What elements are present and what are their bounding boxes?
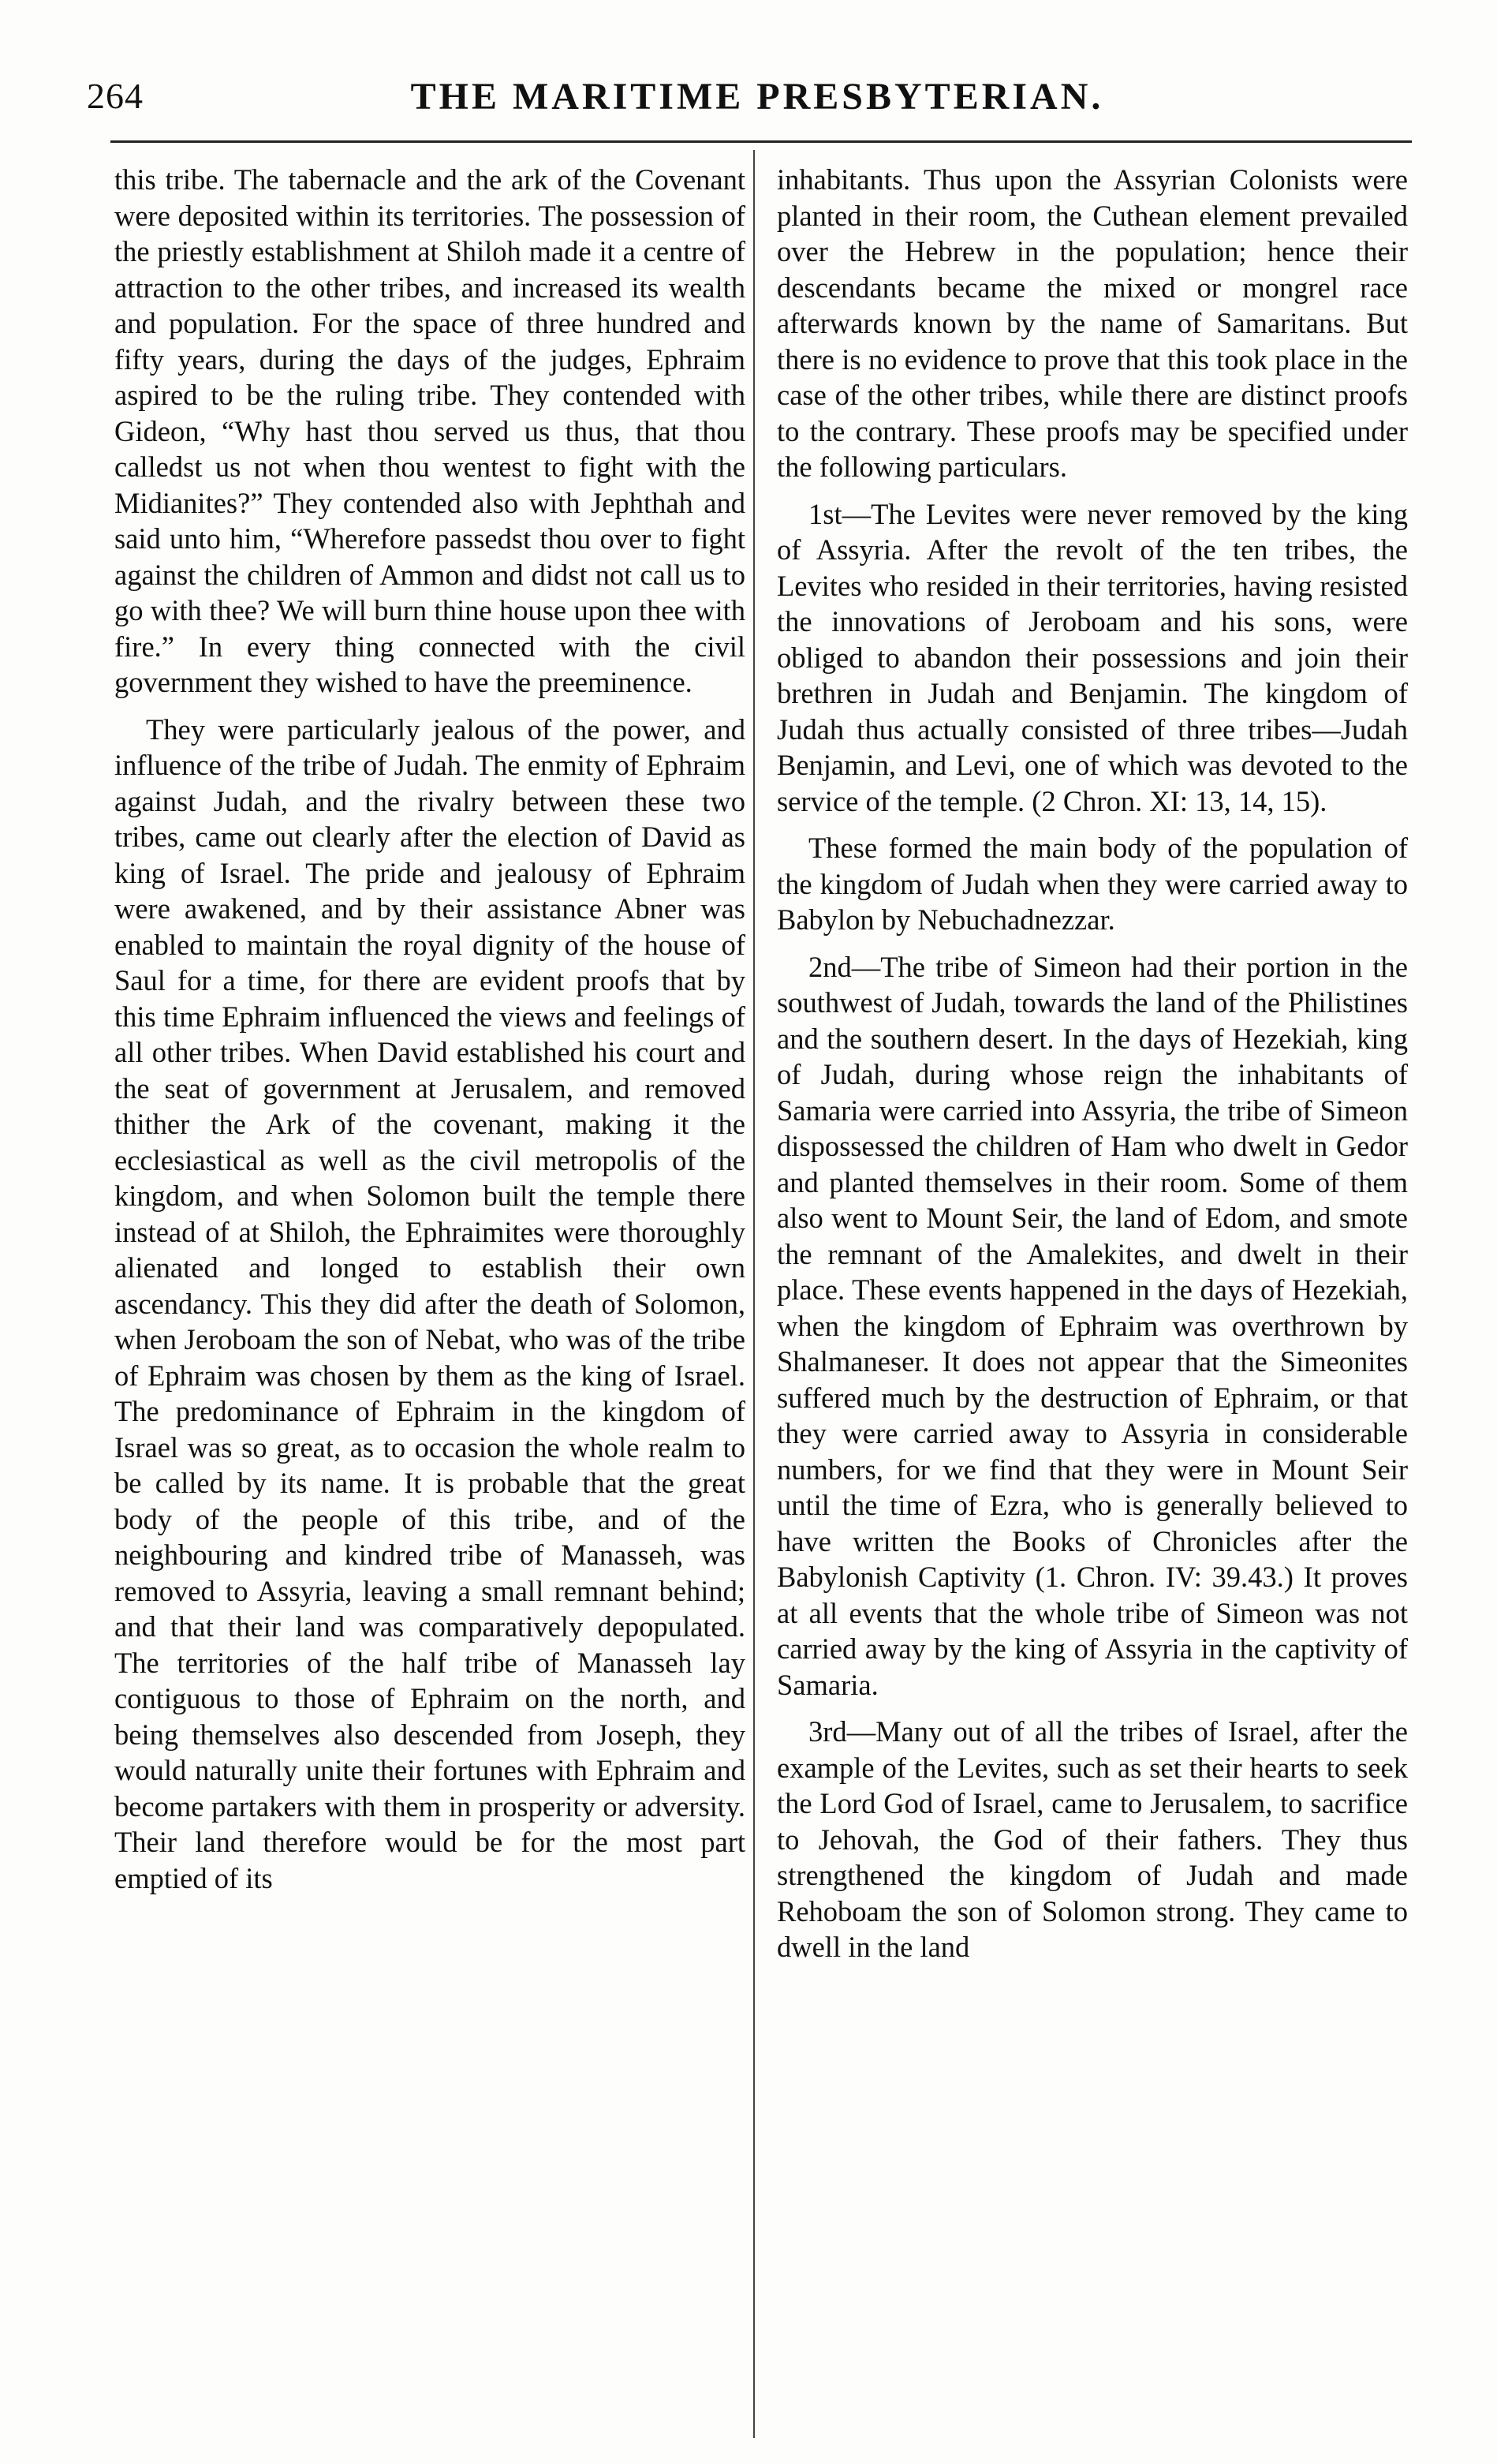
- header-rule: [110, 140, 1412, 143]
- right-paragraph-5: 3rd—Many out of all the tribes of Israel, after the example of the Levites, such as set their hearts to seek the Lord God of Israel, came to Jerusalem, to sacrifice to Jehovah, the God of their fathers. They thus strengthened the kingdom of Judah and made Rehoboam the son of Solomon strong. They came to dwell in the land: [777, 1715, 1408, 1963]
- right-paragraph-3: These formed the main body of the population of the kingdom of Judah when they were carried away to Babylon by Nebuchadnezzar.: [777, 832, 1408, 936]
- right-paragraph-4: 2nd—The tribe of Simeon had their portion in the southwest of Judah, towards the land of the Philistines and the southern desert. In the days of Hezekiah, king of Judah, during whose reign the inhabitants of Samaria were carried into Assyria, the tribe of Simeon dispossessed the children of Ham who dwelt in Gedor and planted themselves in their room. Some of them also went to Mount Seir, the land of Edom, and smote the remnant of the Amalekites, and dwelt in their place. These events happened in the days of Hezekiah, when the kingdom of Ephraim was overthrown by Shalmaneser. It does not appear that the Simeonites suffered much by the destruction of Ephraim, or that they were carried away to Assyria in considerable numbers, for we find that they were in Mount Seir until the time of Ezra, who is generally believed to have written the Books of Chronicles after the Babylonish Captivity (1. Chron. IV: 39.43.) It proves at all events that the whole tribe of Simeon was not carried away by the king of Assyria in the captivity of Samaria.: [777, 950, 1408, 1701]
- column-divider: [753, 150, 755, 2438]
- right-paragraph-1: inhabitants. Thus upon the Assyrian Colonists were planted in their room, the Cuthean element prevailed over the Hebrew in the population; hence their descendants became the mixed or mongrel race afterwards known by the name of Samaritans. But there is no evidence to prove that this took place in the case of the other tribes, while there are distinct proofs to the contrary. These proofs may be specified under the following particulars.: [777, 163, 1408, 483]
- page-header: [87, 75, 1428, 130]
- right-column: [777, 162, 1408, 1965]
- left-paragraph-2: They were particularly jealous of the power, and influence of the tribe of Judah. The enmity of Ephraim against Judah, and the rivalry between these two tribes, came out clearly after the election of David as king of Israel. The pride and jealousy of Ephraim were awakened, and by their assistance Abner was enabled to maintain the royal dignity of the house of Saul for a time, for there are evident proofs that by this time Ephraim influenced the views and feelings of all other tribes. When David established his court and the seat of government at Jerusalem, and removed thither the Ark of the covenant, making it the ecclesiastical as well as the civil metropolis of the kingdom, and when Solomon built the temple there instead of at Shiloh, the Ephraimites were thoroughly alienated and longed to establish their own ascendancy. This they did after the death of Solomon, when Jeroboam the son of Nebat, who was of the tribe of Ephraim was chosen by them as the king of Israel. The predominance of Ephraim in the kingdom of Israel was so great, as to occasion the whole realm to be called by its name. It is probable that the great body of the people of this tribe, and of the neighbouring and kindred tribe of Manasseh, was removed to Assyria, leaving a small remnant behind; and that their land was comparatively depopulated. The territories of the half tribe of Manasseh lay contiguous to those of Ephraim on the north, and being themselves also descended from Joseph, they would naturally unite their fortunes with Ephraim and become partakers with them in prosperity or adversity. Their land therefore would be for the most part emptied of its: [114, 712, 745, 1894]
- running-title: THE MARITIME PRESBYTERIAN.: [410, 76, 1104, 118]
- left-column: [114, 162, 745, 1896]
- page-number: 264: [87, 76, 144, 116]
- right-paragraph-2: 1st—The Levites were never removed by the king of Assyria. After the revolt of the ten tribes, the Levites who resided in their territories, having resisted the innovations of Jeroboam and his sons, were obliged to abandon their possessions and join their brethren in Judah and Benjamin. The kingdom of Judah thus actually consisted of three tribes—Judah Benjamin, and Levi, one of which was devoted to the service of the temple. (2 Chron. XI: 13, 14, 15).: [777, 497, 1408, 817]
- left-paragraph-1: this tribe. The tabernacle and the ark of the Covenant were deposited within its territories. The possession of the priestly establishment at Shiloh made it a centre of attraction to the other tribes, and increased its wealth and population. For the space of three hundred and fifty years, during the days of the judges, Ephraim aspired to be the ruling tribe. They contended with Gideon, “Why hast thou served us thus, that thou calledst us not when thou wentest to fight with the Midianites?” They contended also with Jephthah and said unto him, “Wherefore passedst thou over to fight against the children of Ammon and didst not call us to go with thee? We will burn thine house upon thee with fire.” In every thing connected with the civil government they wished to have the preeminence.: [114, 163, 745, 698]
